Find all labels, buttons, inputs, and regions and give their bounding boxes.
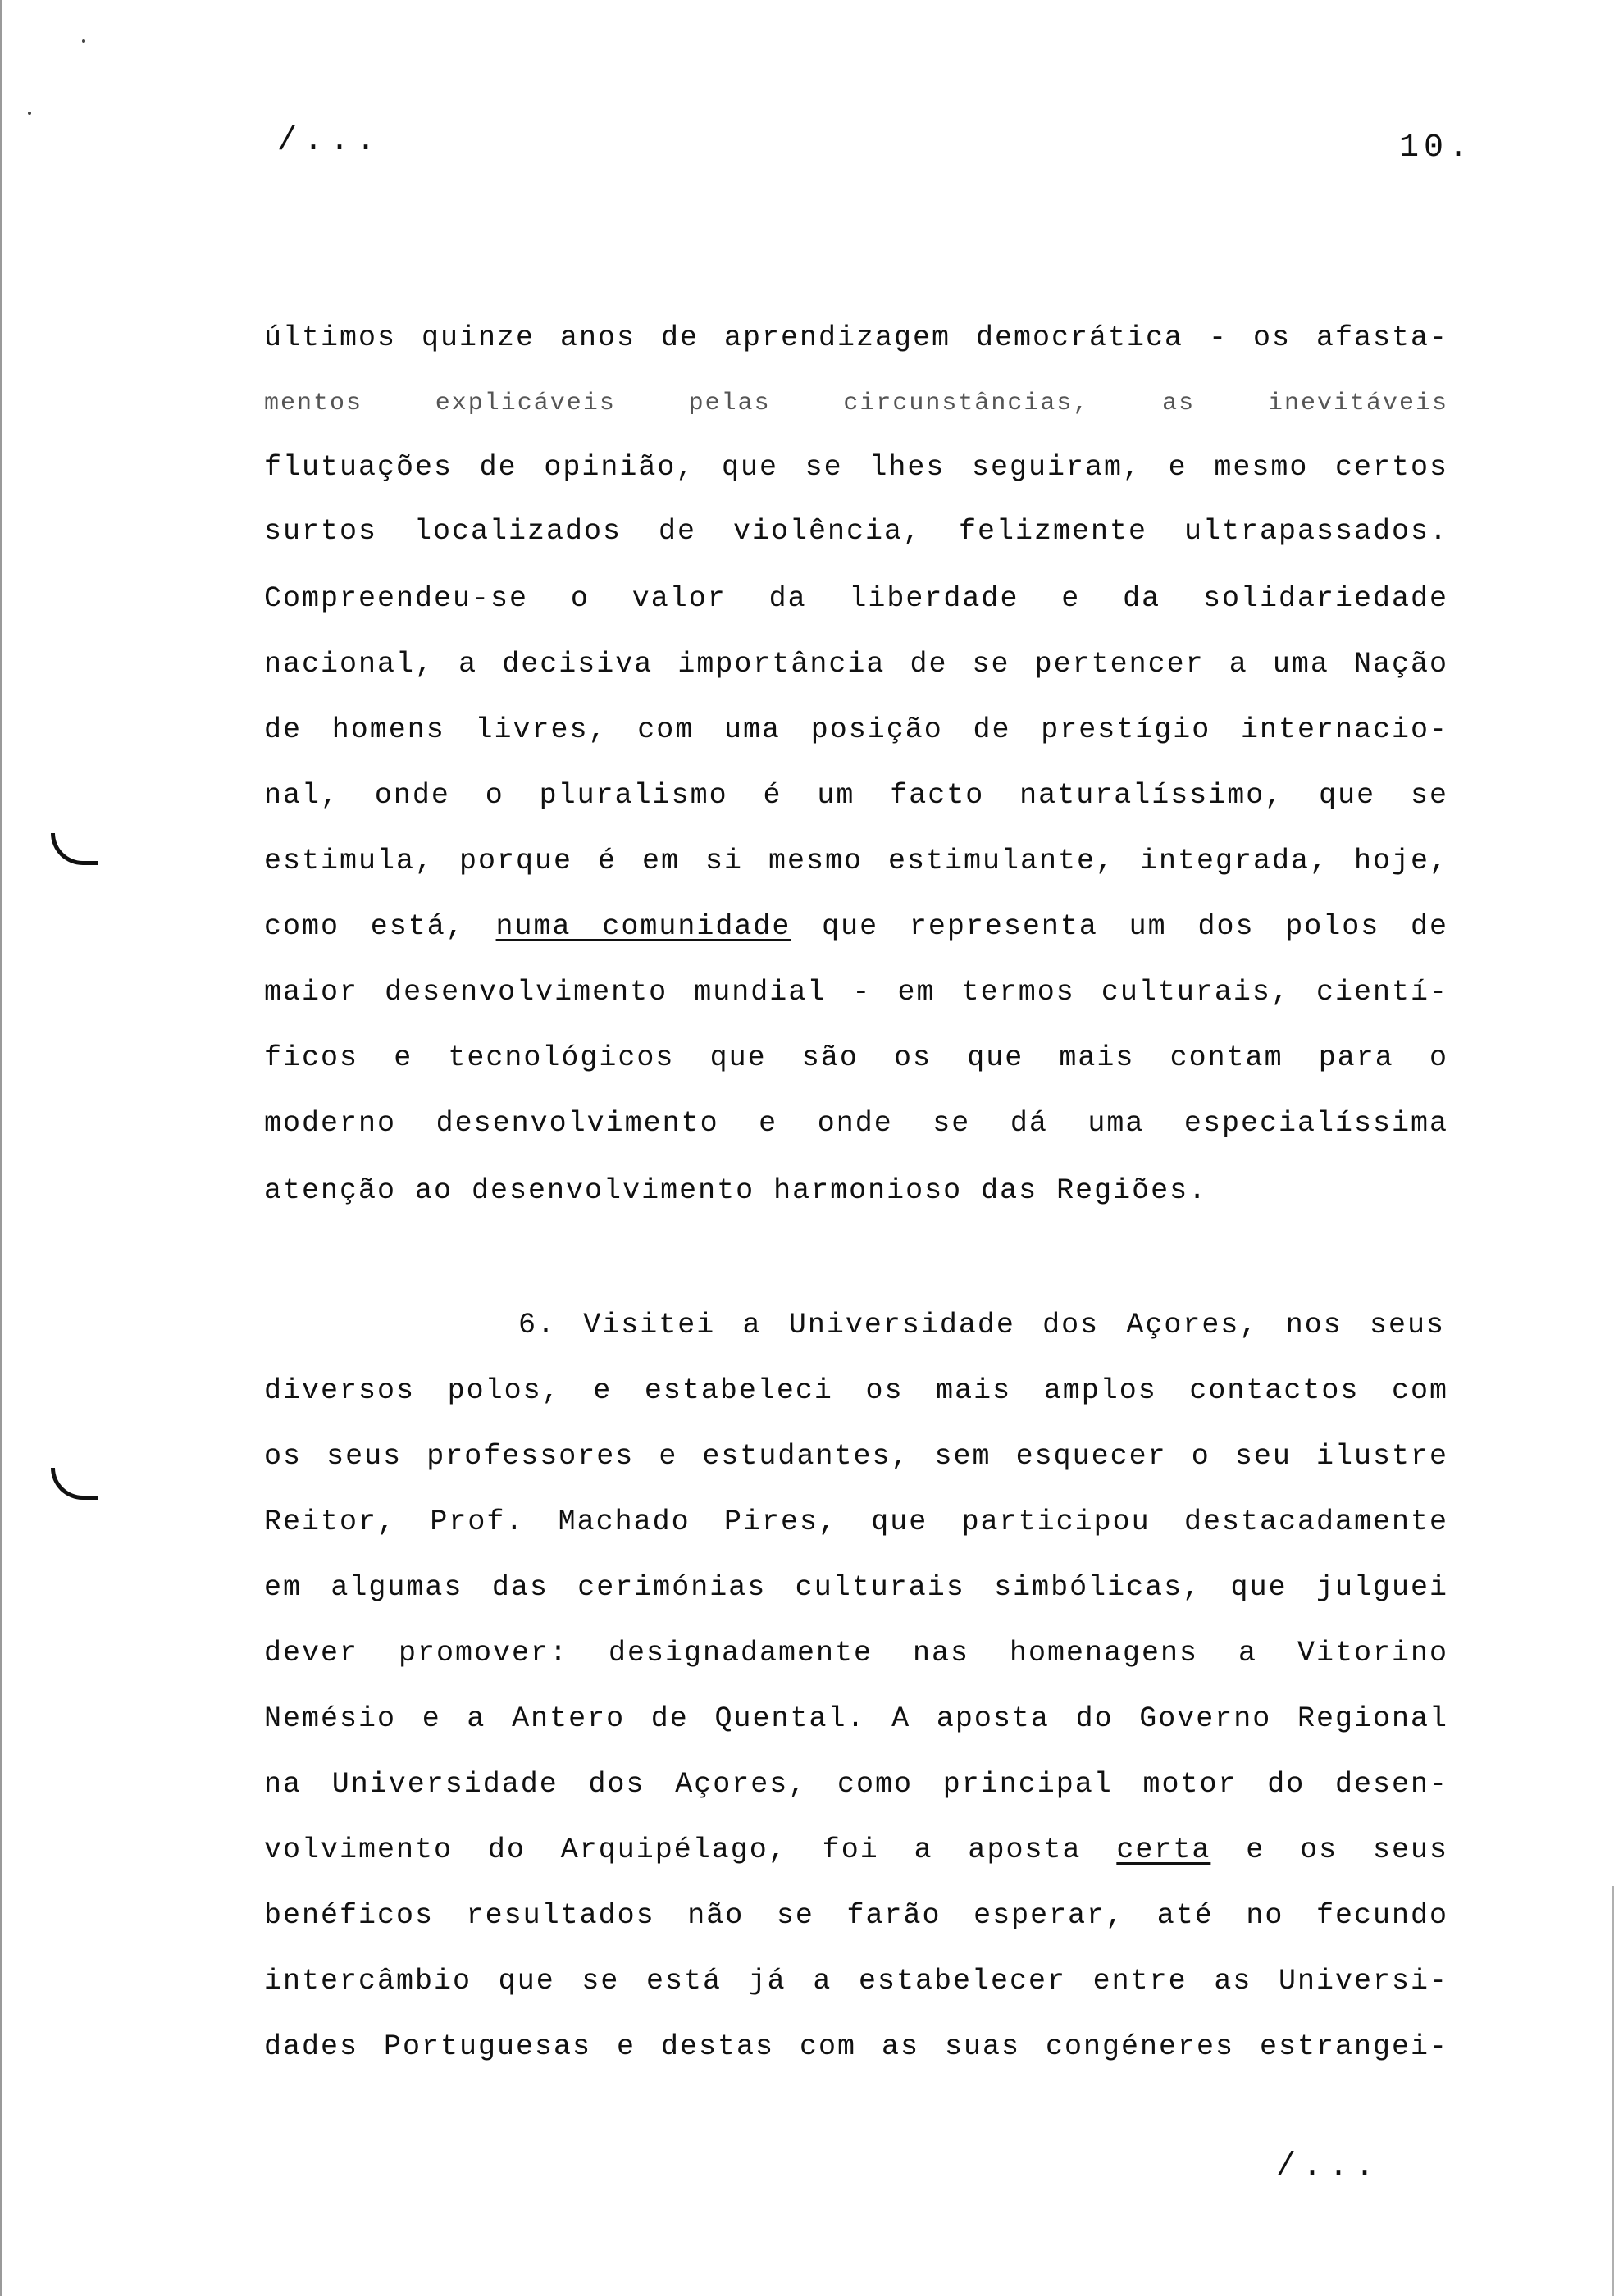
paragraph-line: em algumas das cerimónias culturais simbólicas, que julguei (264, 1571, 1448, 1604)
paragraph-line: atenção ao desenvolvimento harmonioso das Regiões. (264, 1174, 1208, 1207)
paragraph-line: os seus professores e estudantes, sem esquecer o seu ilustre (264, 1440, 1448, 1473)
paragraph-line: flutuações de opinião, que se lhes seguiram, e mesmo certos (264, 451, 1448, 484)
paragraph-line: nacional, a decisiva importância de se pertencer a uma Nação (264, 648, 1448, 681)
paragraph-line: ficos e tecnológicos que são os que mais contam para o (264, 1041, 1448, 1074)
paragraph-line: diversos polos, e estabeleci os mais amplos contactos com (264, 1374, 1448, 1407)
paragraph-line: surtos localizados de violência, felizmente ultrapassados. (264, 515, 1448, 548)
line-text: como está, (264, 910, 496, 943)
paragraph-line (264, 907, 1448, 946)
paragraph-line: mentos explicáveis pelas circunstâncias, as inevitáveis (264, 390, 1448, 417)
paragraph-line: intercâmbio que se está já a estabelecer entre as Universi- (264, 1965, 1448, 1998)
paragraph-line: dever promover: designadamente nas homenagens a Vitorino (264, 1637, 1448, 1670)
paragraph-line: dades Portuguesas e destas com as suas congéneres estrangei- (264, 2030, 1448, 2063)
paragraph-line: Nemésio e a Antero de Quental. A aposta do Governo Regional (264, 1702, 1448, 1735)
paragraph-line: últimos quinze anos de aprendizagem democrática - os afasta- (264, 321, 1448, 354)
underlined-word: certa (1116, 1834, 1211, 1866)
paragraph-line: Reitor, Prof. Machado Pires, que participou destacadamente (264, 1506, 1448, 1538)
line-text: e os seus (1210, 1834, 1448, 1866)
paragraph-line: nal, onde o pluralismo é um facto naturalíssimo, que se (264, 779, 1448, 812)
paragraph-line (264, 1830, 1448, 1870)
line-text: volvimento do Arquipélago, foi a aposta (264, 1834, 1117, 1866)
paragraph-line: moderno desenvolvimento e onde se dá uma especialíssima (264, 1107, 1448, 1140)
footer-continuation-mark: /... (1276, 2148, 1382, 2185)
scan-speck (82, 39, 85, 43)
page-edge-left (0, 0, 2, 2296)
margin-hand-mark (51, 1468, 98, 1500)
scan-speck (28, 112, 31, 115)
paragraph-line: de homens livres, com uma posição de prestígio internacio- (264, 713, 1448, 746)
page-number: 10. (1399, 130, 1474, 166)
paragraph-line: estimula, porque é em si mesmo estimulante, integrada, hoje, (264, 845, 1448, 877)
paragraph-line: Compreendeu-se o valor da liberdade e da solidariedade (264, 582, 1448, 615)
margin-hand-mark (51, 833, 98, 865)
paragraph-line: maior desenvolvimento mundial - em termos culturais, cientí- (264, 976, 1448, 1009)
paragraph-line: 6. Visitei a Universidade dos Açores, nos seus (518, 1309, 1445, 1342)
header-continuation-mark: /... (277, 123, 383, 160)
paragraph-line: benéficos resultados não se farão esperar, até no fecundo (264, 1899, 1448, 1932)
paragraph-line: na Universidade dos Açores, como principal motor do desen- (264, 1768, 1448, 1801)
underlined-phrase: numa comunidade (495, 910, 791, 943)
line-text: que representa um dos polos de (791, 910, 1448, 943)
